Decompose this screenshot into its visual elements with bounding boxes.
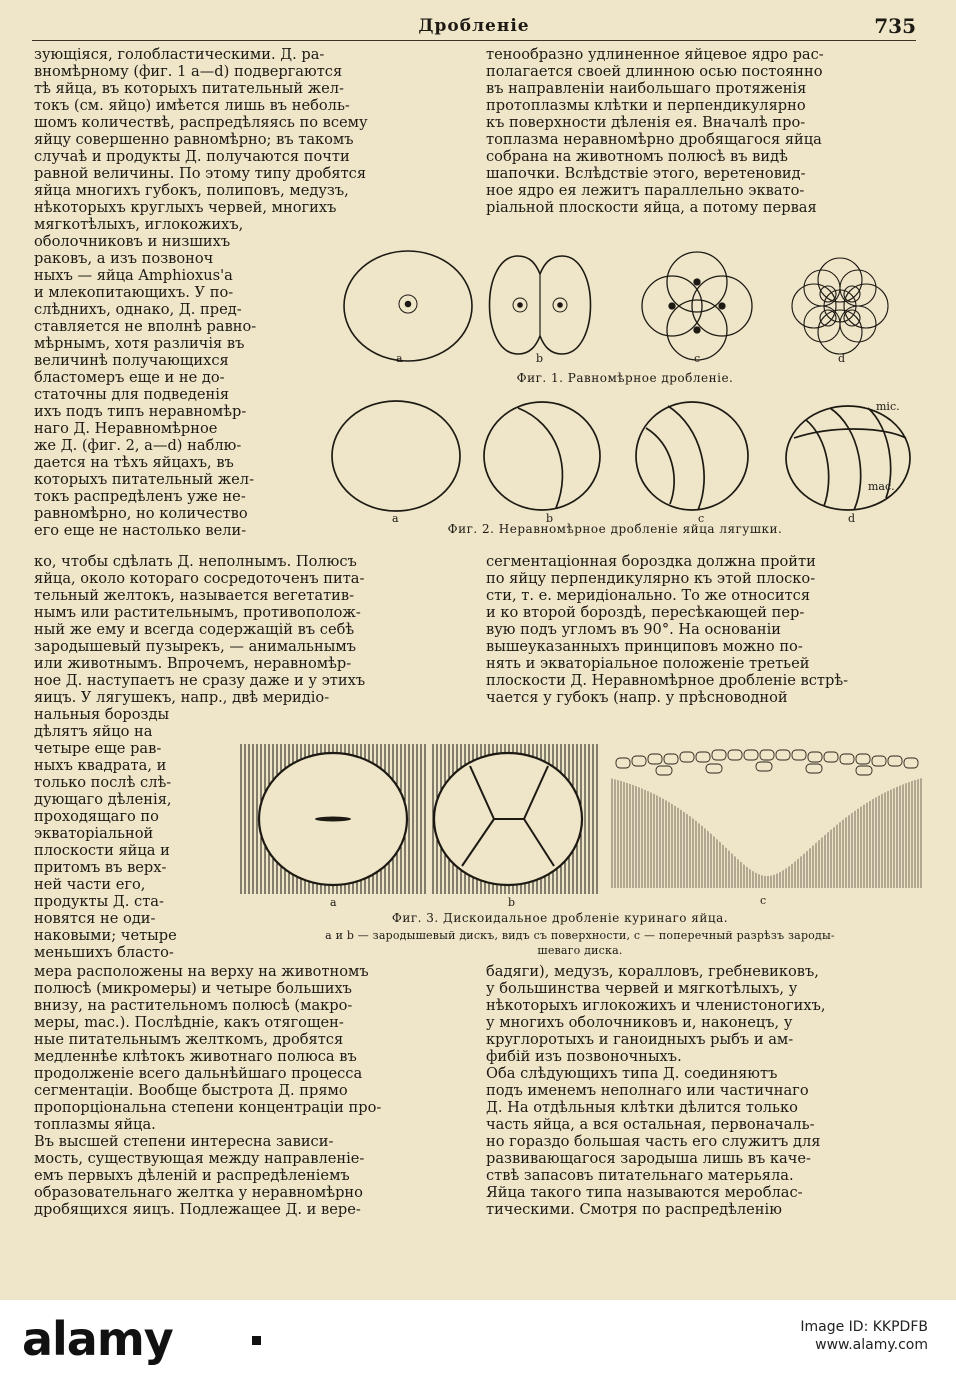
text-line: сегментаціонная бороздка должна пройти (486, 553, 816, 570)
text-line: емъ первыхъ дѣленій и распредѣленіемъ (34, 1167, 350, 1184)
text-line: нѣкоторыхъ иглокожихъ и членистоногихъ, (486, 997, 826, 1014)
text-line: яйцу совершенно равномѣрно; въ такомъ (34, 131, 354, 148)
text-line: ствѣ запасовъ питательнаго матерьяла. (486, 1167, 794, 1184)
fig3-caption-line2: а и b — зародышевый дискъ, видъ съ поверхности, с — поперечный разрѣзъ зароды- (325, 929, 835, 942)
text-line: ріальной плоскости яйца, а потому первая (486, 199, 817, 216)
text-line: же Д. (фиг. 2, а—d) наблю- (34, 437, 242, 454)
stock-footer (0, 1300, 956, 1390)
fig3-label-c: c (760, 894, 767, 907)
text-line: плоскости Д. Неравномѣрное дробленіе встрѣ- (486, 672, 849, 689)
text-line: тическими. Смотря по распредѣленію (486, 1201, 782, 1218)
text-left-narrow2 (34, 706, 216, 961)
fig2-label-c: c (698, 512, 705, 525)
fig1-caption: Фиг. 1. Равномѣрное дробленіе. (516, 371, 734, 385)
text-line: Д. На отдѣльныя клѣтки дѣлится только (486, 1099, 798, 1116)
text-line: ныхъ квадрата, и (34, 757, 167, 774)
text-line: случаѣ и продукты Д. получаются почти (34, 148, 350, 165)
text-line: топлазмы яйца. (34, 1116, 156, 1133)
text-left-top (34, 46, 470, 216)
fig3-panel-b (432, 744, 598, 894)
text-line: и ко второй бороздѣ, пересѣкающей пер- (486, 604, 805, 621)
text-line: ставляется не вполнѣ равно- (34, 318, 257, 335)
image-id (800, 1318, 928, 1354)
text-line: продолженіе всего дальнѣйшаго процесса (34, 1065, 363, 1082)
text-line: вышеуказанныхъ принциповъ можно по- (486, 638, 803, 655)
text-line: дробящихся яицъ. Подлежащее Д. и вере- (34, 1201, 361, 1218)
text-line: шапочки. Вслѣдствіе этого, веретеновид- (486, 165, 806, 182)
fig2-label-a: a (392, 512, 399, 525)
text-right-top (486, 46, 920, 216)
text-line: тенообразно удлиненное яйцевое ядро рас- (486, 46, 824, 63)
fig1-label-b: b (536, 352, 544, 365)
text-line: или животнымъ. Впрочемъ, неравномѣр- (34, 655, 352, 672)
text-line: медленнѣе клѣтокъ животнаго полюса въ (34, 1048, 357, 1065)
text-line: ные питательнымъ желткомъ, дробятся (34, 1031, 344, 1048)
fig2-egg-c (636, 402, 748, 510)
text-line: къ поверхности дѣленія ея. Вначалѣ про- (486, 114, 806, 131)
text-line: равной величины. По этому типу дробятся (34, 165, 367, 182)
text-line: топлазма неравномѣрно дробящагося яйца (486, 131, 822, 148)
text-left-mid (34, 553, 470, 706)
text-line: нымъ или растительнымъ, противополож- (34, 604, 361, 621)
text-line: дѣлятъ яйцо на (34, 723, 153, 740)
fig2-label-mac: mac. (868, 480, 895, 493)
text-line: ихъ подъ типъ неравномѣр- (34, 403, 247, 420)
text-line: тѣ яйца, въ которыхъ питательный жел- (34, 80, 344, 97)
text-line: его еще не настолько вели- (34, 522, 247, 539)
text-right-mid (486, 553, 920, 706)
text-line: продукты Д. ста- (34, 893, 164, 910)
text-line: наго Д. Неравномѣрное (34, 420, 218, 437)
text-line: экваторіальной (34, 825, 154, 842)
text-line: притомъ въ верх- (34, 859, 167, 876)
fig1-label-c: c (694, 352, 701, 365)
text-line: развивающагося зародыша лишь въ каче- (486, 1150, 811, 1167)
fig2-label-d: d (848, 512, 856, 525)
text-line: по яйцу перпендикулярно къ этой плоско- (486, 570, 816, 587)
text-line: ныхъ — яйца Amphioxus'а (34, 267, 233, 284)
text-line: и млекопитающихъ. У по- (34, 284, 234, 301)
text-line: вномѣрному (фиг. 1 а—d) подвергаются (34, 63, 343, 80)
text-line: собрана на животномъ полюсѣ въ видѣ (486, 148, 788, 165)
fig1-label-d: d (838, 352, 846, 365)
text-line: четыре еще рав- (34, 740, 162, 757)
text-line: нѣкоторыхъ круглыхъ червей, многихъ (34, 199, 337, 216)
text-line: токъ распредѣленъ уже не- (34, 488, 246, 505)
fig1-egg-c (642, 252, 752, 360)
text-line: сти, т. е. меридіонально. То же относится (486, 587, 811, 604)
fig3-panel-c (610, 750, 922, 888)
text-line: величинѣ получающихся (34, 352, 229, 369)
text-line: наковыми; четыре (34, 927, 177, 944)
text-line: полюсѣ (микромеры) и четыре большихъ (34, 980, 352, 997)
text-line: статочны для подведенія (34, 386, 230, 403)
text-line: протоплазмы клѣтки и перпендикулярно (486, 97, 806, 114)
text-line: оболочниковъ и низшихъ (34, 233, 231, 250)
text-line: слѣднихъ, однако, Д. пред- (34, 301, 242, 318)
fig3-caption-line3: шеваго диска. (537, 944, 623, 957)
text-line: яйца, около котораго сосредоточенъ пита- (34, 570, 365, 587)
logo-square-icon (252, 1336, 261, 1345)
text-line: раковъ, а изъ позвоноч (34, 250, 214, 267)
figure-2 (320, 398, 920, 516)
text-line: сегментаціи. Вообще быстрота Д. прямо (34, 1082, 348, 1099)
page-header (32, 14, 916, 41)
text-line: ное Д. наступаетъ не сразу даже и у этихъ (34, 672, 366, 689)
text-line: ней части его, (34, 876, 146, 893)
text-line: круглоротыхъ и ганоидныхъ рыбъ и ам- (486, 1031, 794, 1048)
fig2-caption: Фиг. 2. Неравномѣрное дробленіе яйца лягушки. (447, 522, 783, 536)
text-line: нальныя борозды (34, 706, 170, 723)
running-title: Дробленіе (418, 16, 530, 36)
fig2-egg-d (786, 406, 910, 510)
text-line: но гораздо большая часть его служитъ для (486, 1133, 821, 1150)
text-line: въ направленіи наибольшаго протяженія (486, 80, 807, 97)
text-line: тельный желтокъ, называется вегетатив- (34, 587, 355, 604)
image-id-line: Image ID: KKPDFB (800, 1319, 928, 1335)
text-line: которыхъ питательный жел- (34, 471, 255, 488)
fig3-panel-a (238, 744, 428, 894)
text-line: равномѣрно, но количество (34, 505, 248, 522)
text-line: бадяги), медузъ, коралловъ, гребневиковъ, (486, 963, 819, 980)
text-left-bottom (34, 963, 470, 1218)
text-line: мягкотѣлыхъ, иглокожихъ, (34, 216, 244, 233)
alamy-logo: alamy (22, 1312, 173, 1366)
text-line: меры, mac.). Послѣдніе, какъ отягощен- (34, 1014, 344, 1031)
text-line: токъ (см. яйцо) имѣется лишь въ неболь- (34, 97, 350, 114)
text-line: ный же ему и всегда содержащій въ себѣ (34, 621, 355, 638)
text-line: ко, чтобы сдѣлать Д. неполнымъ. Полюсъ (34, 553, 357, 570)
text-line: чается у губокъ (напр. у прѣсноводной (486, 689, 788, 706)
text-line: мера расположены на верху на животномъ (34, 963, 369, 980)
text-line: у большинства червей и мягкотѣлыхъ, у (486, 980, 798, 997)
text-line: у многихъ оболочниковъ и, наконецъ, у (486, 1014, 793, 1031)
site-url: www.alamy.com (815, 1337, 928, 1353)
fig3-label-b: b (508, 896, 516, 909)
text-line: мость, существующая между направленіе- (34, 1150, 365, 1167)
text-line: полагается своей длинною осью постоянно (486, 63, 823, 80)
text-line: внизу, на растительномъ полюсѣ (макро- (34, 997, 353, 1014)
text-line: Оба слѣдующихъ типа Д. соединяютъ (486, 1065, 778, 1082)
text-line: меньшихъ бласто- (34, 944, 174, 961)
page-number: 735 (874, 14, 916, 38)
text-right-bottom (486, 963, 920, 1218)
text-line: плоскости яйца и (34, 842, 170, 859)
text-line: дается на тѣхъ яйцахъ, въ (34, 454, 234, 471)
figure-3 (236, 742, 926, 912)
fig3-caption: Фиг. 3. Дискоидальное дробленіе куринаго яйца. (391, 911, 729, 925)
text-line: подъ именемъ неполнаго или частичнаго (486, 1082, 809, 1099)
text-line: проходящаго по (34, 808, 159, 825)
text-left-narrow (34, 216, 320, 539)
text-line: яицъ. У лягушекъ, напр., двѣ меридіо- (34, 689, 330, 706)
text-line: пропорціональна степени концентраціи про- (34, 1099, 382, 1116)
fig2-label-b: b (546, 512, 554, 525)
fig2-egg-b (484, 402, 600, 510)
text-line: Яйца такого типа называются мероблас- (486, 1184, 803, 1201)
fig1-label-a: a (396, 352, 403, 365)
text-line: зующіяся, голобластическими. Д. ра- (34, 46, 325, 63)
text-line: вую подъ угломъ въ 90°. На основаніи (486, 621, 781, 638)
fig2-label-mic: mic. (876, 400, 900, 413)
text-line: новятся не оди- (34, 910, 156, 927)
fig3-label-a: a (330, 896, 337, 909)
text-line: Въ высшей степени интересна зависи- (34, 1133, 334, 1150)
text-line: образовательнаго желтка у неравномѣрно (34, 1184, 363, 1201)
text-line: дующаго дѣленія, (34, 791, 172, 808)
text-line: ное ядро ея лежитъ параллельно эквато- (486, 182, 805, 199)
fig2-egg-a (332, 401, 460, 511)
fig1-egg-d (792, 258, 888, 354)
text-line: зародышевый пузырекъ, — анимальнымъ (34, 638, 356, 655)
text-line: только послѣ слѣ- (34, 774, 172, 791)
text-line: часть яйца, а вся остальная, первоначаль- (486, 1116, 815, 1133)
text-line: шомъ количествѣ, распредѣляясь по всему (34, 114, 368, 131)
text-line: нять и экваторіальное положеніе третьей (486, 655, 810, 672)
text-line: мѣрнымъ, хотя различія въ (34, 335, 245, 352)
text-line: фибій изъ позвоночныхъ. (486, 1048, 682, 1065)
text-line: яйца многихъ губокъ, полиповъ, медузъ, (34, 182, 349, 199)
text-line: бластомеръ еще и не до- (34, 369, 225, 386)
